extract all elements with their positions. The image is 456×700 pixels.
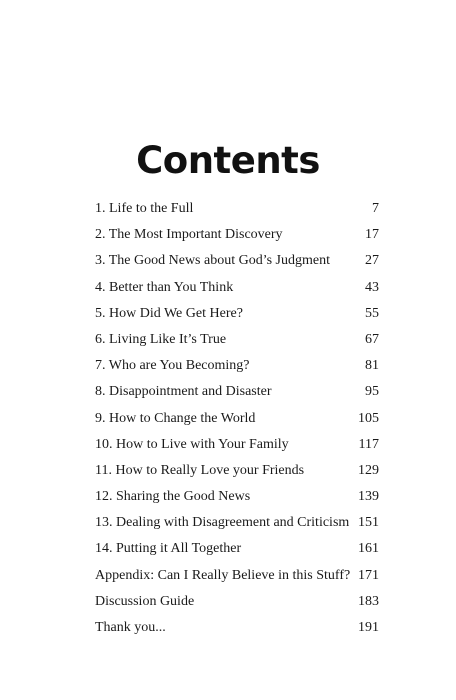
toc-entry [95,563,379,589]
toc-entry-page-number: 43 [365,279,379,295]
toc-entry-title: 7. Who are You Becoming? [95,358,250,374]
toc-entry-title: 3. The Good News about God’s Judgment [95,253,330,269]
toc-entry-page-number: 17 [365,227,379,243]
toc-entry-title: 2. The Most Important Discovery [95,227,283,243]
toc-entry [95,222,379,248]
toc-entry-page-number: 67 [365,331,379,347]
toc-entry-title: Thank you... [95,620,166,635]
toc-entry-title: 14. Putting it All Together [95,541,242,557]
toc-entry [95,327,379,353]
toc-entry-page-number: 191 [358,620,379,635]
toc-entry-page-number: 95 [365,384,379,400]
toc-entry [95,458,379,484]
toc-entry [95,589,379,615]
toc-entry-page-number: 81 [365,358,379,374]
toc-entry-page-number: 55 [365,305,379,321]
toc-entry-title: 9. How to Change the World [95,410,256,426]
page-title: Contents [136,138,320,182]
toc-entry-page-number: 129 [358,462,379,478]
toc-entry-title: 4. Better than You Think [95,279,234,295]
toc-entry-page-number: 117 [358,436,379,452]
table-of-contents [95,196,379,641]
toc-entry [95,353,379,379]
toc-entry [95,301,379,327]
toc-entry-page-number: 7 [372,201,379,216]
toc-entry [95,196,379,222]
toc-entry [95,615,379,641]
toc-entry-title: 8. Disappointment and Disaster [95,384,272,400]
toc-entry-page-number: 161 [358,541,379,557]
toc-entry [95,484,379,510]
toc-entry-title: 1. Life to the Full [95,201,194,216]
toc-entry [95,536,379,562]
toc-entry [95,510,379,536]
toc-entry-page-number: 151 [358,515,379,531]
toc-entry [95,406,379,432]
toc-entry-page-number: 27 [365,253,379,269]
toc-entry [95,432,379,458]
toc-entry-title: Discussion Guide [95,593,195,609]
toc-entry [95,248,379,274]
toc-entry-title: 5. How Did We Get Here? [95,305,243,321]
toc-entry-page-number: 139 [358,489,379,505]
toc-entry [95,275,379,301]
toc-entry-page-number: 105 [358,410,379,426]
toc-entry-title: 12. Sharing the Good News [95,489,251,505]
toc-entry-title: 13. Dealing with Disagreement and Criticism [95,515,350,531]
toc-entry-title: 11. How to Really Love your Friends [95,462,305,478]
toc-entry-page-number: 171 [358,567,379,583]
toc-entry [95,379,379,405]
toc-entry-title: 10. How to Live with Your Family [95,436,289,452]
toc-entry-title: Appendix: Can I Really Believe in this Stuff? [95,567,351,583]
toc-entry-page-number: 183 [358,593,379,609]
toc-entry-title: 6. Living Like It’s True [95,331,227,347]
